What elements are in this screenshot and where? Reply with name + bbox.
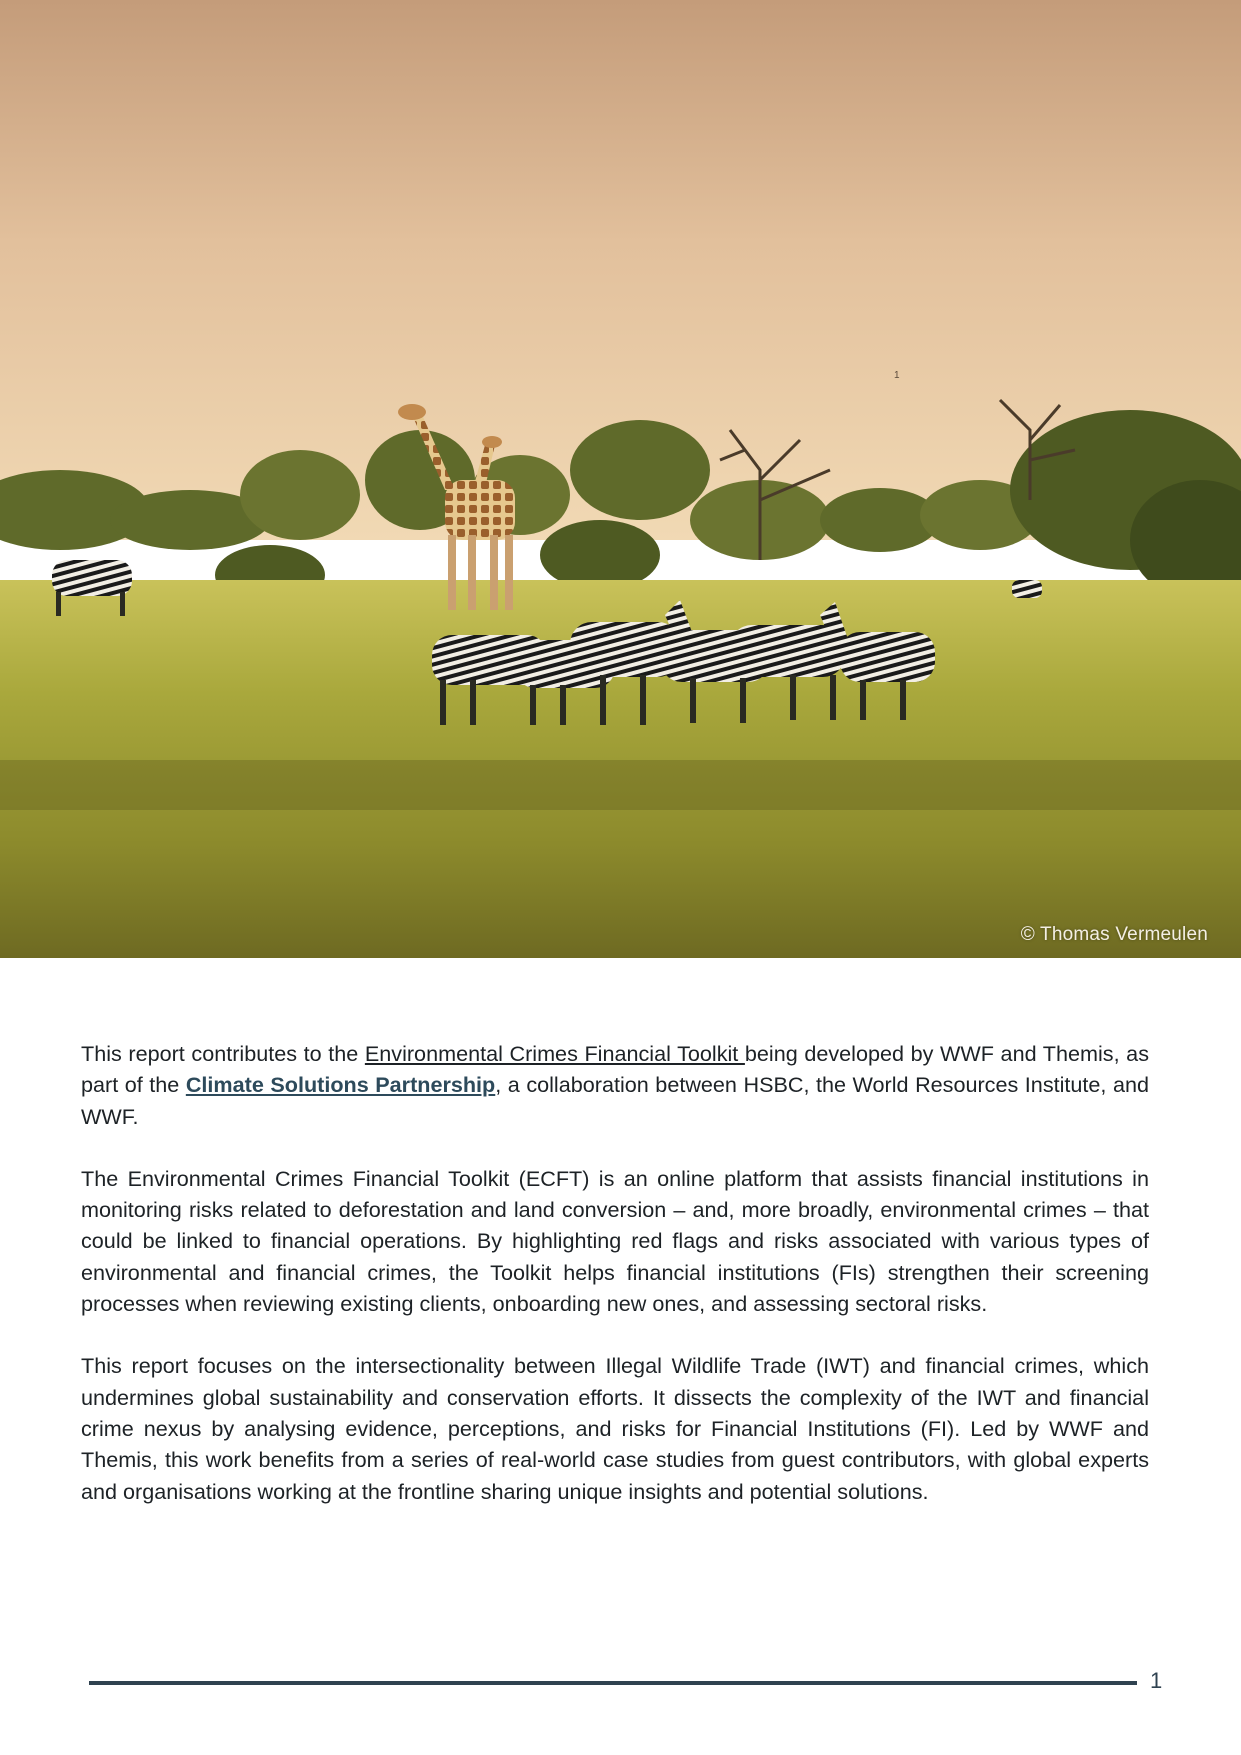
photo-credit: © Thomas Vermeulen: [1020, 924, 1208, 945]
p1-text-c: , a collaboration between HSBC, the World Resources Institute, and WWF.: [81, 1072, 1149, 1129]
page-number: 1: [1150, 1668, 1163, 1693]
paragraph-2: The Environmental Crimes Financial Toolkit (ECFT) is an online platform that assists financial institutions in monitoring risks related to deforestation and land conversion – and, more broadly, environmental crimes – that could be linked to financial operations. By highlighting red flags and risks associated with various types of environmental and financial crimes, the Toolkit helps financial institutions (FIs) strengthen their screening processes when reviewing existing clients, onboarding new ones, and assessing sectoral risks.: [81, 1165, 1149, 1317]
ecft-link[interactable]: Environmental Crimes Financial Toolkit: [364, 1041, 745, 1066]
footer-divider: [89, 1681, 1137, 1685]
intro-text: [81, 1038, 1149, 1538]
zebra-distant: [1012, 580, 1042, 598]
footnote-marker: 1: [894, 370, 900, 381]
p1-text-b: being developed by WWF and Themis, as part of the: [81, 1041, 1149, 1098]
paragraph-1: [81, 1038, 1149, 1132]
paragraph-3: This report focuses on the intersectionality between Illegal Wildlife Trade (IWT) and financial crimes, which undermines global sustainability and conservation efforts. It dissects the complexity of the IWT and financial crime nexus by analysing evidence, perceptions, and risks for Financial Institutions (FI). Led by WWF and Themis, this work benefits from a series of real-world case studies from guest contributors, with global experts and organisations working at the frontline sharing unique insights and potential solutions.: [81, 1353, 1149, 1504]
p1-text-a: This report contributes to the: [81, 1041, 365, 1066]
climate-solutions-link[interactable]: Climate Solutions Partnership: [185, 1072, 496, 1098]
